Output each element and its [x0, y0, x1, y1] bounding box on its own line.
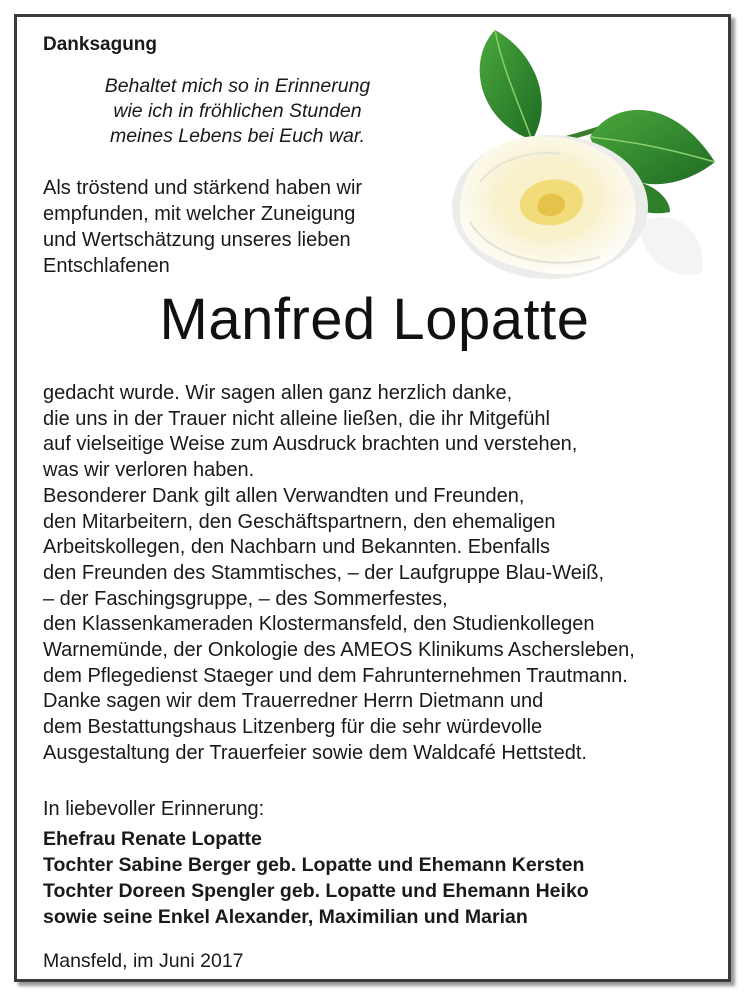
family-line: Ehefrau Renate Lopatte: [43, 828, 262, 850]
intro-line: und Wertschätzung unseres lieben: [43, 229, 351, 251]
deceased-name: Manfred Lopatte: [159, 287, 590, 352]
body-line: dem Bestattungshaus Litzenberg für die sehr würdevolle: [43, 716, 543, 739]
family-line: Tochter Sabine Berger geb. Lopatte und Ehemann Kersten: [43, 854, 585, 876]
memorial-quote: [60, 74, 415, 149]
family-line: Tochter Doreen Spengler geb. Lopatte und Ehemann Heiko: [43, 880, 589, 902]
family-signatures: [43, 826, 589, 930]
intro-line: Als tröstend und stärkend haben wir: [43, 177, 363, 199]
place-date: Mansfeld, im Juni 2017: [43, 950, 244, 972]
body-line: gedacht wurde. Wir sagen allen ganz herzlich danke,: [43, 382, 513, 404]
intro-line: Entschlafenen: [43, 255, 170, 277]
notice-heading: Danksagung: [43, 34, 158, 55]
intro-text: [43, 175, 362, 279]
body-line: den Mitarbeitern, den Geschäftspartnern, den ehemaligen: [43, 510, 556, 533]
quote-line: meines Lebens bei Euch war.: [109, 125, 366, 147]
body-line: Warnemünde, der Onkologie des AMEOS Klinikums Aschersleben,: [43, 639, 635, 662]
body-line: Ausgestaltung der Trauerfeier sowie dem Waldcafé Hettstedt.: [43, 741, 587, 764]
body-line: Danke sagen wir dem Trauerredner Herrn Dietmann und: [43, 690, 544, 713]
body-line: auf vielseitige Weise zum Ausdruck brachten und verstehen,: [43, 433, 578, 456]
white-rose-icon: [440, 22, 730, 302]
family-line: sowie seine Enkel Alexander, Maximilian und Marian: [43, 906, 528, 928]
body-line: Besonderer Dank gilt allen Verwandten und Freunden,: [43, 484, 525, 507]
body-line: – der Faschingsgruppe, – des Sommerfestes,: [43, 587, 448, 610]
body-line: die uns in der Trauer nicht alleine ließen, die ihr Mitgefühl: [43, 407, 550, 430]
body-line: den Klassenkameraden Klostermansfeld, den Studienkollegen: [43, 613, 595, 636]
body-line: dem Pflegedienst Staeger und dem Fahrunternehmen Trautmann.: [43, 664, 628, 687]
body-line: was wir verloren haben.: [43, 459, 255, 482]
closing-phrase: In liebevoller Erinnerung:: [43, 798, 265, 820]
body-text: [43, 381, 635, 767]
quote-line: wie ich in fröhlichen Stunden: [113, 100, 362, 122]
body-line: Arbeitskollegen, den Nachbarn und Bekannten. Ebenfalls: [43, 536, 551, 559]
quote-line: Behaltet mich so in Erinnerung: [104, 75, 371, 97]
intro-line: empfunden, mit welcher Zuneigung: [43, 203, 356, 225]
body-line: den Freunden des Stammtisches, – der Laufgruppe Blau-Weiß,: [43, 561, 605, 584]
